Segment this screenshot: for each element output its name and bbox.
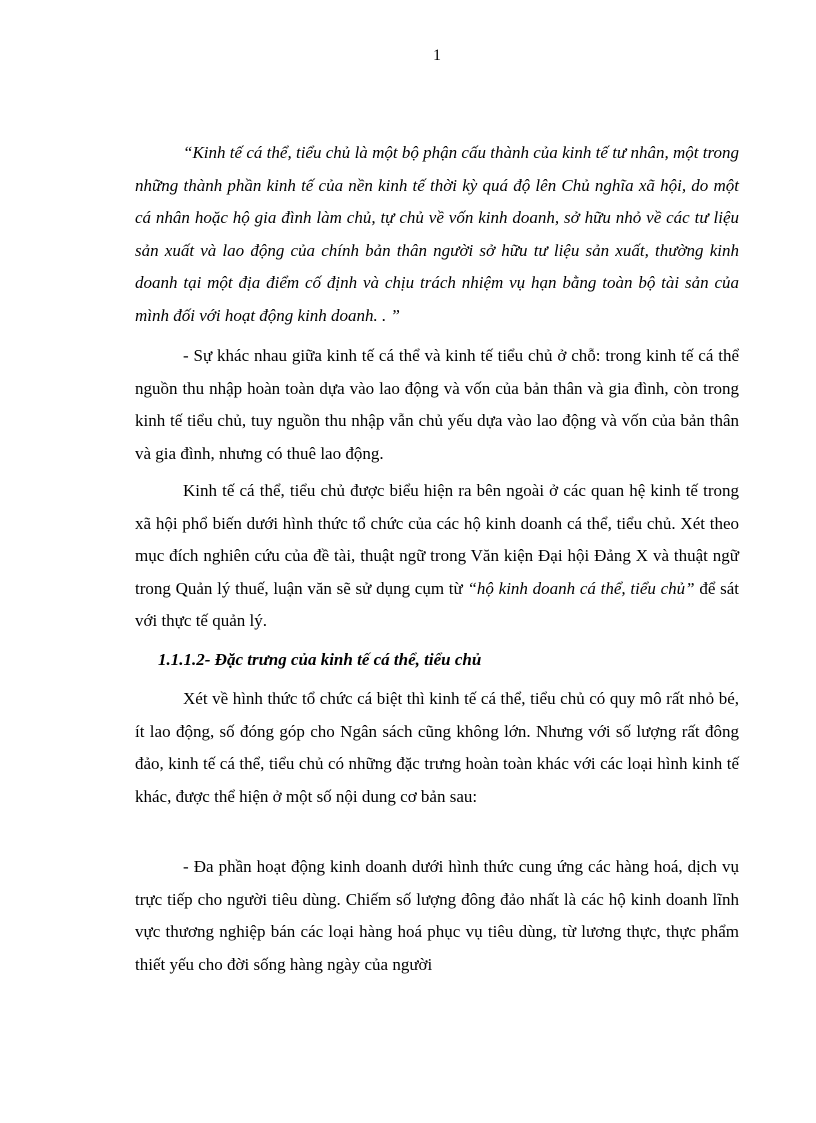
first-trait-paragraph — [135, 851, 739, 981]
first-trait-text: - Đa phần hoạt động kinh doanh dưới hình thức cung ứng các hàng hoá, dịch vụ trực tiếp cho người tiêu dùng. Chiếm số lượng đông đảo nhất là các hộ kinh doanh lĩnh vực thương nghiệp bán các loại hàng hoá phục vụ tiêu dùng, từ lương thực, thực phẩm thiết yếu cho đời sống hàng ngày của người — [135, 857, 739, 974]
difference-paragraph — [135, 340, 739, 470]
definition-quote-text: “Kinh tế cá thể, tiểu chủ là một bộ phận cấu thành của kinh tế tư nhân, một trong những thành phần kinh tế của nền kinh tế thời kỳ quá độ lên Chủ nghĩa xã hội, do một cá nhân hoặc hộ gia đình làm chủ, tự chủ về vốn kinh doanh, sở hữu nhỏ về các tư liệu sản xuất và lao động của chính bản thân người sở hữu tư liệu sản xuất, thường kinh doanh tại một địa điểm cố định và chịu trách nhiệm vụ hạn bằng toàn bộ tài sản của mình đối với hoạt động kinh doanh. . ” — [135, 143, 739, 325]
expression-text-part1: Kinh tế cá thể, tiểu chủ được biểu hiện ra bên ngoài ở các quan hệ kinh tế trong xã hội phổ biến dưới hình thức tổ chức của các hộ kinh doanh cá thể, tiểu chủ. Xét theo mục đích nghiên cứu của đề tài, thuật ngữ trong Văn kiện Đại hội Đảng X và thuật ngữ trong Quản lý thuế, luận văn sẽ sử dụng cụm từ — [135, 481, 739, 598]
page-number: 1 — [433, 47, 441, 64]
expression-text-part2: để sát với thực tế quản lý. — [135, 578, 739, 631]
characteristics-intro-text: Xét về hình thức tổ chức cá biệt thì kinh tế cá thể, tiểu chủ có quy mô rất nhỏ bé, ít lao động, số đóng góp cho Ngân sách cũng không lớn. Nhưng với số lượng rất đông đảo, kinh tế cá thể, tiểu chủ có những đặc trưng hoàn toàn khác với các loại hình kinh tế khác, được thể hiện ở một số nội dung cơ bản sau: — [135, 689, 739, 806]
characteristics-intro-paragraph — [135, 683, 739, 813]
definition-quote-paragraph — [135, 137, 739, 333]
difference-text: - Sự khác nhau giữa kinh tế cá thể và kinh tế tiểu chủ ở chỗ: trong kinh tế cá thể nguồn thu nhập hoàn toàn dựa vào lao động và vốn của bản thân và gia đình, còn trong kinh tế tiểu chủ, tuy nguồn thu nhập vẫn chủ yếu dựa vào lao động và vốn của bản thân và gia đình, nhưng có thuê lao động. — [135, 346, 739, 463]
section-heading: 1.1.1.2- Đặc trưng của kinh tế cá thể, tiểu chủ — [158, 650, 482, 669]
expression-paragraph — [135, 475, 739, 638]
expression-italic-term: “hộ kinh doanh cá thể, tiểu chủ” — [467, 578, 695, 598]
